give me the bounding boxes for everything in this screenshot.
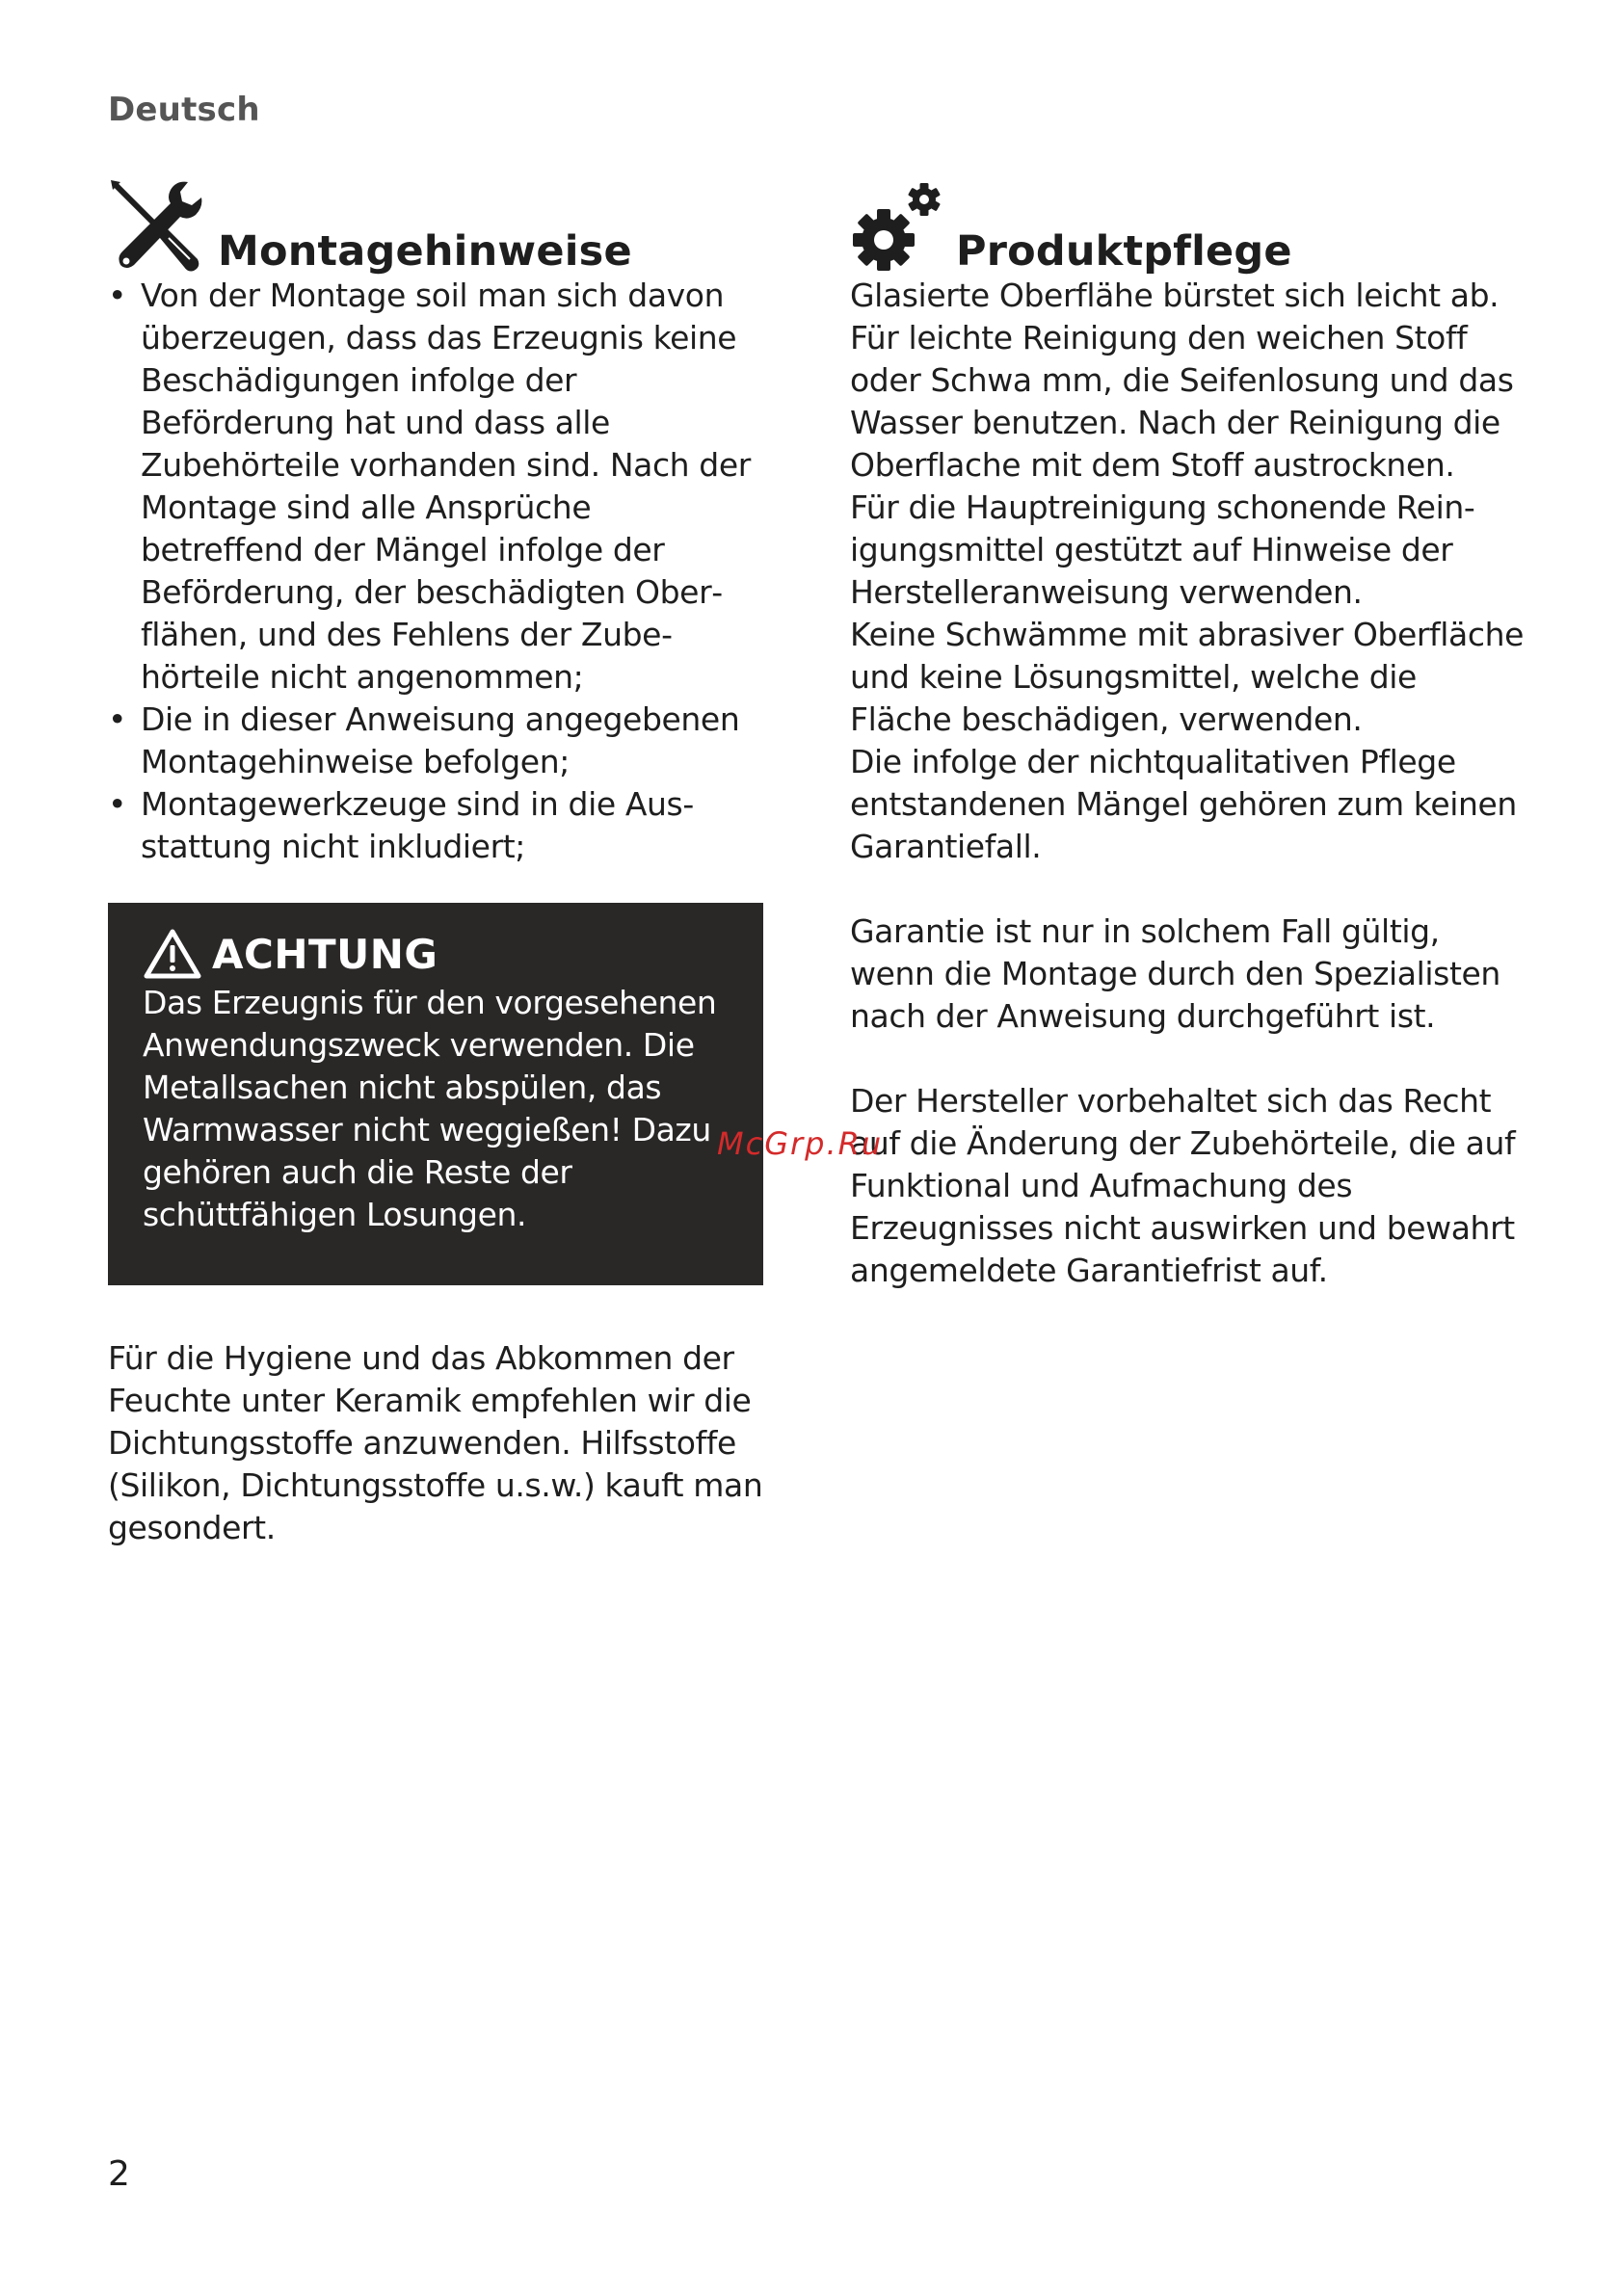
care-section bbox=[850, 178, 1525, 1292]
assembly-title: Montagehinweise bbox=[218, 227, 632, 276]
warning-heading bbox=[143, 926, 736, 982]
care-paragraph: Keine Schwämme mit abrasiver Oberfläche und keine Lösungsmittel, welche die Fläche beschädigen, verwenden. bbox=[850, 616, 1524, 738]
language-label: Deutsch bbox=[108, 91, 260, 129]
warranty-paragraph: Garantie ist nur in solchem Fall gültig, wenn die Montage durch den Spezialisten nach der Anweisung durchgeführt ist. bbox=[850, 912, 1500, 1035]
wrench-screwdriver-icon bbox=[108, 178, 206, 275]
assembly-section bbox=[108, 178, 763, 868]
care-paragraph: Für die Hauptreinigung schonende Reinigungsmittel gestützt auf Hinweise der Herstelleranweisung verwenden. bbox=[850, 488, 1475, 611]
list-item: • Montagewerkzeuge sind in die Ausstattung nicht inkludiert; bbox=[108, 783, 763, 868]
gears-icon bbox=[850, 178, 948, 275]
page-number: 2 bbox=[108, 2154, 130, 2194]
care-heading bbox=[850, 178, 1525, 275]
watermark: McGrp.Ru bbox=[717, 1125, 884, 1162]
care-title: Produktpflege bbox=[956, 227, 1292, 276]
care-paragraph: Glasierte Oberflähe bürstet sich leicht ab. Für leichte Reinigung den weichen Stoff oder Schwa mm, die Seifenlosung und das Wasser benutzen. Nach der Reinigung die Oberflache mit dem Stoff austrocknen. bbox=[850, 277, 1514, 484]
list-item: • Von der Montage soil man sich davon überzeugen, dass das Erzeugnis keine Beschädigungen infolge der Beförderung hat und dass alle Zubehörteile vorhanden sind. Nach der Montage sind alle Ansprüche betreffend der Mängel infolge der Beförderung, der beschädigten Oberflähen, und des Fehlens der Zubehörteile nicht angenommen; bbox=[108, 275, 763, 699]
assembly-bullet-list bbox=[108, 275, 763, 868]
hygiene-paragraph: Für die Hygiene und das Abkommen der Feuchte unter Keramik empfehlen wir die Dichtungsstoffe anzuwenden. Hilfsstoffe (Silikon, Dichtungsstoffe u.s.w.) kauft man gesondert. bbox=[108, 1339, 763, 1546]
manufacturer-paragraph: Der Hersteller vorbehaltet sich das Recht auf die Änderung der Zubehörteile, die auf Funktional und Aufmachung des Erzeugnisses nicht auswirken und bewahrt angemeldete Garantiefrist auf. bbox=[850, 1082, 1516, 1289]
care-paragraph: Die infolge der nichtqualitativen Pflege entstandenen Mängel gehören zum keinen Garantiefall. bbox=[850, 743, 1517, 865]
warning-triangle-icon bbox=[143, 928, 202, 980]
assembly-heading bbox=[108, 178, 763, 275]
warning-box bbox=[108, 903, 763, 1285]
list-item: • Die in dieser Anweisung angegebenen Montagehinweise befolgen; bbox=[108, 699, 763, 783]
warning-title: ACHTUNG bbox=[212, 930, 438, 978]
paragraph-spacer bbox=[850, 868, 1525, 910]
care-text bbox=[850, 275, 1525, 1292]
paragraph-spacer bbox=[850, 1038, 1525, 1080]
warning-text: Das Erzeugnis für den vorgesehenen Anwendungszweck verwenden. Die Metallsachen nicht abspülen, das Warmwasser nicht weggießen! Dazu gehören auch die Reste der schüttfähigen Losungen. bbox=[143, 984, 717, 1233]
